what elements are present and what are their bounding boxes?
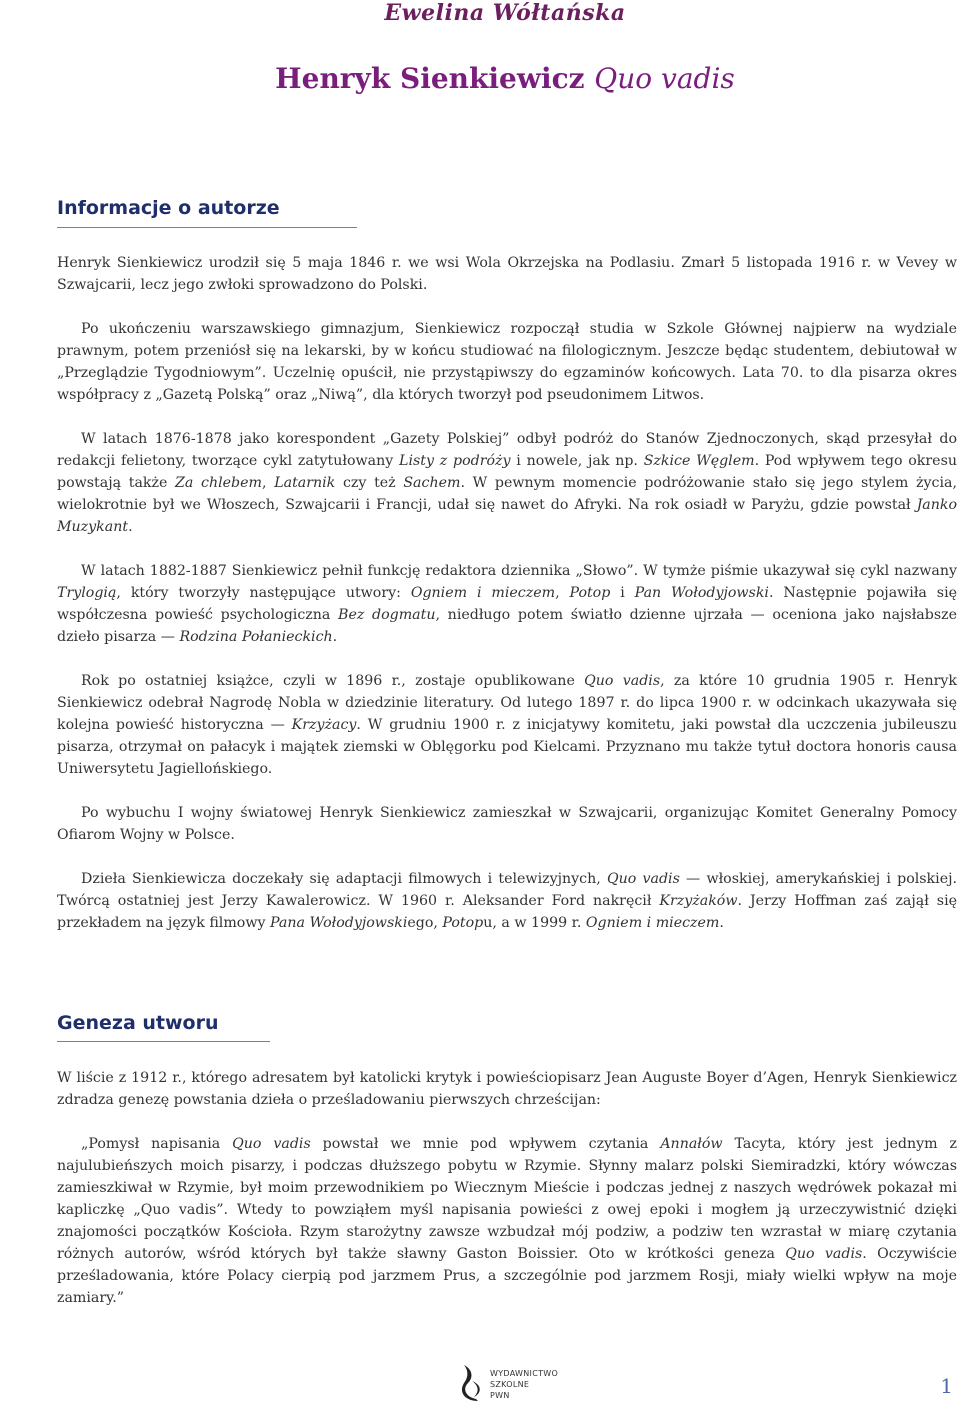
quote-paragraph: „Pomysł napisania Quo vadis powstał we mnie pod wpływem czytania Annałów Tacyta, który jest jednym z najulubieńszych moich pisarzy, i podczas dłuższego pobytu w Rzymie. Słynny malarz polski Siemiradzki, który wówczas zamieszkiwał w Rzymie, był moim przewodnikiem po Wiecznym Mieście i podczas jednej z naszych wędrówek pokazał mi kapliczkę „Quo vadis”. Wtedy to powziąłem myśl napisania powieści z owej epoki i mogłem ją urzeczywistnić dzięki znajomości początków Kościoła. Rzym starożytny zawsze wzbudzał mój podziw, a podziw ten wzrastał w miarę czytania różnych autorów, wśród których był także sławny Gaston Boissier. Oto w krótkości geneza Quo vadis. Oczywiście prześladowania, które Polacy cierpią pod jarzmem Prus, a szczególnie pod jarzmem Rosji, miały wielki wpływ na moje zamiary.” (57, 1136, 958, 1306)
brand-line: SZKOLNE (490, 1380, 530, 1389)
author-name: Ewelina Wółtańska (384, 0, 626, 26)
title-italic: Quo vadis (594, 62, 735, 95)
paragraph: W latach 1876-1878 jako korespondent „Gazety Polskiej” odbył podróż do Stanów Zjednoczonych, skąd przesyłał do redakcji felietony, tworzące cykl zatytułowany Listy z podróży i nowele, jak np. Szkice Węglem. Pod wpływem tego okresu powstają także Za chlebem, Latarnik czy też Sachem. W pewnym momencie podróżowanie stało się jego stylem życia, wielokrotnie był we Włoszech, Szwajcarii i Francji, udał się nawet do Afryki. Na rok osiadł w Paryżu, gdzie powstał Janko Muzykant. (57, 431, 957, 535)
paragraph: Po ukończeniu warszawskiego gimnazjum, Sienkiewicz rozpoczął studia w Szkole Głównej najpierw na wydziale prawnym, potem przeniósł się na lekarski, by w końcu studiować na filologicznym. Jeszcze będąc studentem, debiutował w „Przeglądzie Tygodniowym”. Uczelnię opuścił, nie przystąpiwszy do egzaminów końcowych. Lata 70. to dla pisarza okres współpracy z „Gazetą Polską” oraz „Niwą”, dla których tworzył pod pseudonimem Litwos. (57, 321, 957, 403)
document-title (0, 62, 960, 95)
paragraph: Henryk Sienkiewicz urodził się 5 maja 1846 r. we wsi Wola Okrzejska na Podlasiu. Zmarł 5 listopada 1916 r. w Vevey w Szwajcarii, lecz jego zwłoki sprowadzono do Polski. (57, 255, 957, 293)
section-heading-author-info: Informacje o autorze (57, 197, 280, 219)
publisher-brand (490, 1368, 558, 1401)
paragraph: W latach 1882-1887 Sienkiewicz pełnił funkcję redaktora dziennika „Słowo”. W tymże piśmie ukazywał się cykl nazwany Trylogią, który tworzyły następujące utwory: Ogniem i mieczem, Potop i Pan Wołodyjowski. Następnie pojawiła się współczesna powieść psychologiczna Bez dogmatu, niedługo potem światło dzienne ujrzała — oceniona jako najsłabsze dzieło pisarza — Rodzina Połanieckich. (57, 563, 958, 645)
swan-logo-icon (458, 1363, 488, 1403)
section-heading-genesis: Geneza utworu (57, 1012, 219, 1034)
paragraph: Dzieła Sienkiewicza doczekały się adaptacji filmowych i telewizyjnych, Quo vadis — włoskiej, amerykańskiej i polskiej. Twórcą ostatniej jest Jerzy Kawalerowicz. W 1960 r. Aleksander Ford nakręcił Krzyżaków. Jerzy Hoffman zaś zajął się przekładem na język filmowy Pana Wołodyjowskiego, Potopu, a w 1999 r. Ogniem i mieczem. (57, 871, 957, 931)
paragraph: Po wybuchu I wojny światowej Henryk Sienkiewicz zamieszkał w Szwajcarii, organizując Komitet Generalny Pomocy Ofiarom Wojny w Polsce. (57, 805, 957, 843)
brand-line: WYDAWNICTWO (490, 1369, 559, 1378)
section-author-info-body (57, 252, 957, 934)
paragraph: W liście z 1912 r., którego adresatem był katolicki krytyk i powieściopisarz Jean Auguste Boyer d’Agen, Henryk Sienkiewicz zdradza genezę powstania dzieła o prześladowaniu pierwszych chrześcijan: (57, 1070, 957, 1108)
paragraph: Rok po ostatniej książce, czyli w 1896 r., zostaje opublikowane Quo vadis, za które 10 grudnia 1905 r. Henryk Sienkiewicz odebrał Nagrodę Nobla w dziedzinie literatury. Od lutego 1897 r. do lipca 1900 r. w odcinkach ukazywała się kolejna powieść historyczna — Krzyżacy. W grudniu 1900 r. z inicjatywy komitetu, jaki powstał dla uczczenia jubileuszu pisarza, otrzymał on pałacyk i majątek ziemski w Oblęgorku pod Kielcami. Przyznano mu także tytuł doctora honoris causa Uniwersytetu Jagiellońskiego. (57, 673, 958, 777)
section-rule (57, 227, 357, 228)
title-plain: Henryk Sienkiewicz (275, 62, 595, 95)
brand-line: PWN (490, 1391, 510, 1400)
page-number: 1 (940, 1374, 953, 1398)
section-genesis-body (57, 1067, 957, 1309)
section-rule (57, 1041, 270, 1042)
